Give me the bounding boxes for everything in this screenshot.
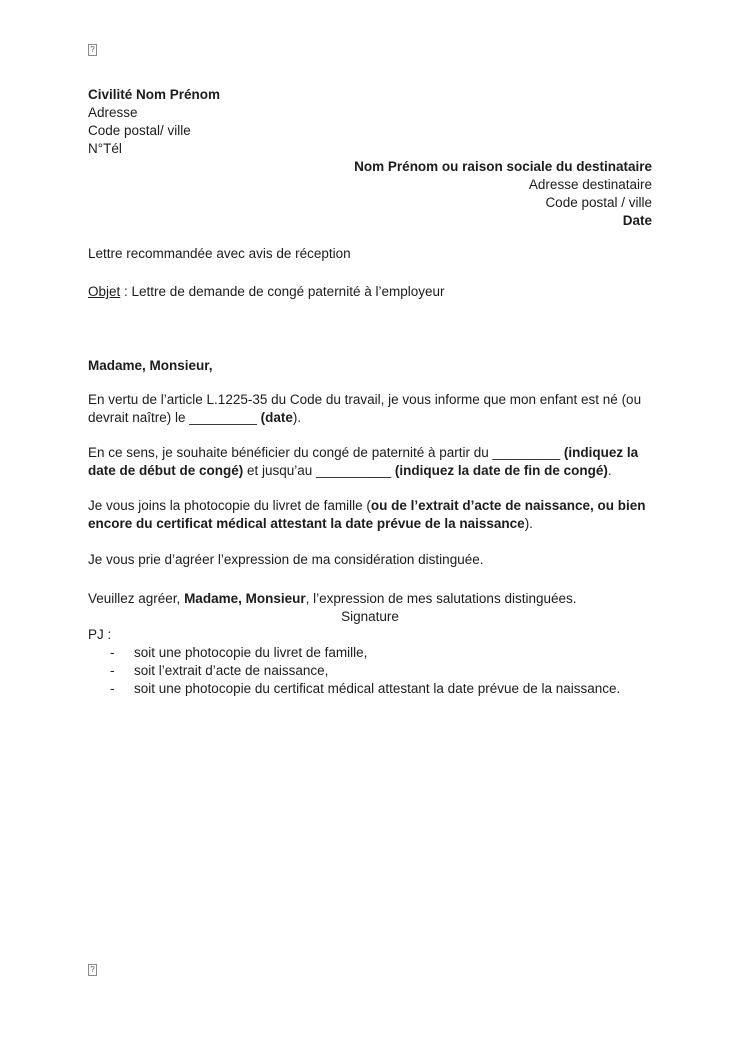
body-paragraph-4: Je vous prie d’agréer l’expression de ma considération distinguée. bbox=[88, 552, 484, 567]
date-label: Date bbox=[622, 213, 652, 228]
body-paragraph-2: En ce sens, je souhaite bénéficier du congé de paternité à partir du _________ (indiquez la date de début de congé) et jusqu’au __________ (indiquez la date de fin de congé). bbox=[88, 445, 639, 478]
signature-label: Signature bbox=[341, 609, 399, 624]
subject-line: Objet : Lettre de demande de congé paternité à l’employeur bbox=[88, 284, 445, 299]
body-paragraph-3: Je vous joins la photocopie du livret de famille (ou de l’extrait d’acte de naissance, ou bien encore du certificat médical attestant la date prévue de la naissance). bbox=[88, 498, 646, 531]
recipient-name: Nom Prénom ou raison sociale du destinataire bbox=[354, 159, 652, 174]
attachment-item bbox=[88, 662, 652, 680]
recipient-address: Adresse destinataire bbox=[528, 177, 652, 192]
recipient-block bbox=[88, 158, 652, 212]
unknown-char-icon-top: ? bbox=[88, 44, 97, 56]
attachment-item-text: soit une photocopie du certificat médical attestant la date prévue de la naissance. bbox=[134, 681, 621, 696]
recipient-city: Code postal / ville bbox=[545, 195, 652, 210]
sender-name: Civilité Nom Prénom bbox=[88, 87, 221, 102]
attachment-item-text: soit une photocopie du livret de famille, bbox=[134, 645, 368, 660]
unknown-char-icon-bottom: ? bbox=[88, 964, 97, 976]
attachment-item bbox=[88, 644, 652, 662]
body-paragraph-1: En vertu de l’article L.1225-35 du Code du travail, je vous informe que mon enfant est né (ou devrait naître) le _________ (date). bbox=[88, 392, 642, 425]
hyphen-bullet: - bbox=[110, 663, 115, 678]
sender-phone: N°Tél bbox=[88, 141, 122, 156]
hyphen-bullet: - bbox=[110, 645, 115, 660]
attachments-list bbox=[88, 644, 652, 698]
attachments-label: PJ : bbox=[88, 627, 112, 642]
attachment-item-text: soit l’extrait d’acte de naissance, bbox=[134, 663, 329, 678]
sender-block bbox=[88, 86, 652, 158]
attachment-item bbox=[88, 680, 652, 698]
salutation: Madame, Monsieur, bbox=[88, 358, 213, 373]
body-paragraph-5: Veuillez agréer, Madame, Monsieur, l’expression de mes salutations distinguées. bbox=[88, 591, 577, 606]
hyphen-bullet: - bbox=[110, 681, 115, 696]
sender-city: Code postal/ ville bbox=[88, 123, 191, 138]
sender-address: Adresse bbox=[88, 105, 138, 120]
registered-mail-notice: Lettre recommandée avec avis de réception bbox=[88, 246, 351, 261]
